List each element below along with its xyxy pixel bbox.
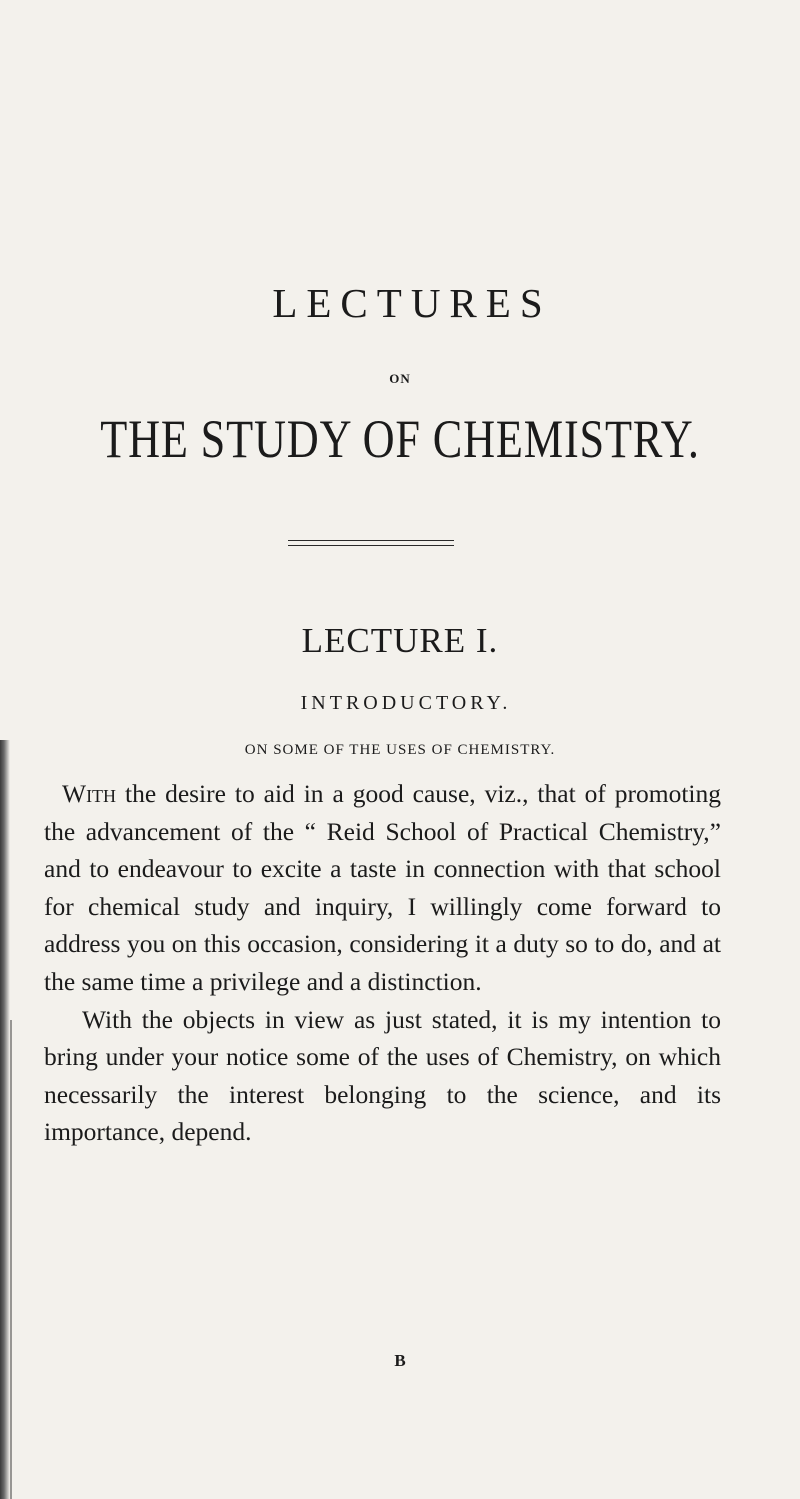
paragraph-1 xyxy=(44,775,721,1001)
title-on: ON xyxy=(389,371,411,386)
lecture-number: LECTURE I. xyxy=(301,621,499,660)
title-lectures: LECTURES xyxy=(272,280,552,326)
lecture-subject: ON SOME OF THE USES OF CHEMISTRY. xyxy=(244,742,556,758)
signature-mark: B xyxy=(394,1351,406,1370)
book-title: THE STUDY OF CHEMISTRY. xyxy=(100,409,700,469)
lecture-type: INTRODUCTORY. xyxy=(300,692,512,714)
paragraph-1-lead: With xyxy=(62,779,117,808)
paragraph-1-text: the desire to aid in a good cause, viz., that of promoting the advancement of the “ Reid School of Practical Chemistry,” and to endeavour to excite a taste in connection with that school for chemical study and inquiry, I willingly come forward to address you on this occasion, considering it a duty so to do, and at the same time a privilege and a distinction. xyxy=(44,779,721,996)
title-rule-top xyxy=(288,540,454,541)
title-rule-bottom xyxy=(288,545,454,546)
binding-edge xyxy=(10,1020,12,1499)
paragraph-2: With the objects in view as just stated, it is my intention to bring under your notice some of the uses of Chemistry, on which necessarily the interest belonging to the science, and its importance, depend. xyxy=(44,1004,721,1147)
binding-shadow xyxy=(0,740,10,1499)
body-text xyxy=(44,775,721,1151)
